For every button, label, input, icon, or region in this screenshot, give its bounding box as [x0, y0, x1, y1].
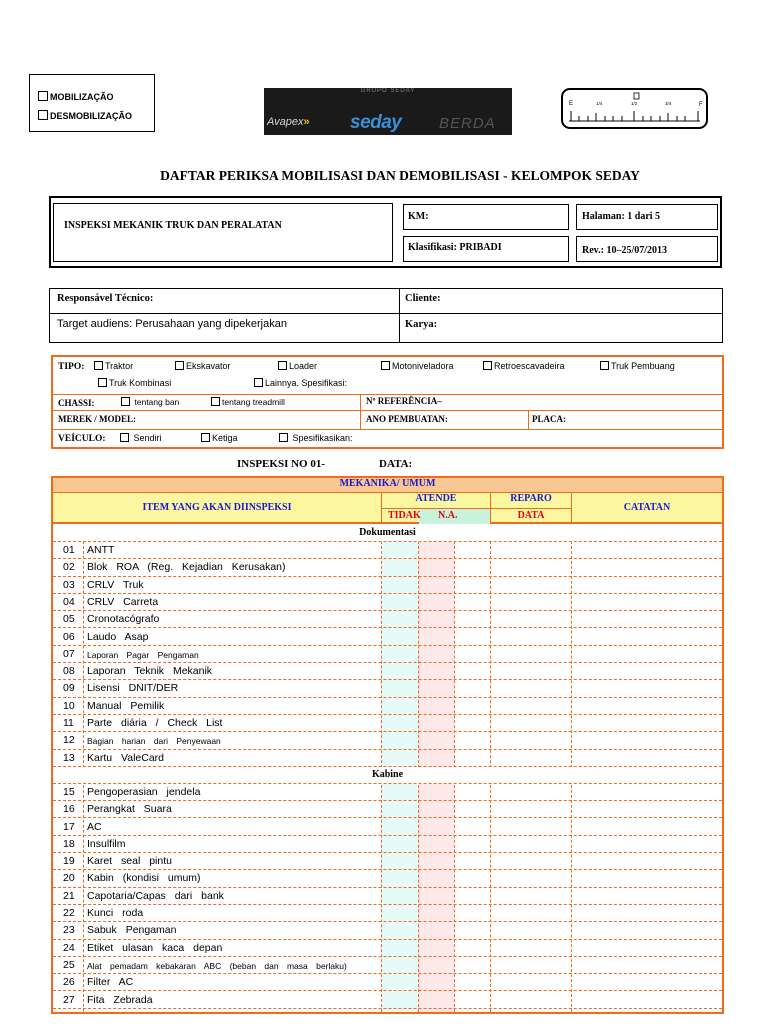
repair-date-cell[interactable] — [490, 559, 571, 575]
item-label: Blok ROA (Reg. Kejadian Kerusakan) — [87, 561, 286, 574]
target-audience: Target audiens: Perusahaan yang dipekerjakan — [57, 318, 287, 330]
checkbox[interactable] — [279, 433, 288, 442]
notes-cell[interactable] — [571, 715, 722, 731]
atende-cell[interactable] — [454, 698, 490, 714]
checkbox[interactable] — [38, 91, 48, 101]
tidak-cell[interactable] — [381, 629, 418, 645]
tidak-cell[interactable] — [381, 542, 418, 558]
repair-date-cell[interactable] — [490, 594, 571, 610]
item-label: Perangkat Suara — [87, 803, 172, 816]
plate-label[interactable]: PLACA: — [532, 414, 566, 424]
table-row — [53, 629, 722, 646]
atende-cell[interactable] — [454, 732, 490, 748]
tipo-option-lainnya[interactable]: Lainnya. Spesifikasi: — [254, 378, 347, 388]
na-cell[interactable] — [418, 698, 454, 714]
tidak-cell[interactable] — [381, 732, 418, 748]
svg-text:3/4: 3/4 — [665, 101, 672, 106]
item-number: 21 — [63, 889, 75, 902]
table-row — [53, 715, 722, 732]
km-field[interactable]: KM: — [403, 204, 569, 230]
na-cell[interactable] — [418, 836, 454, 852]
tipo-option-motoniveladora[interactable]: Motoniveladora — [381, 361, 454, 371]
tidak-cell[interactable] — [381, 957, 418, 973]
item-label: Fita Zebrada — [87, 993, 153, 1006]
table-row — [53, 853, 722, 870]
item-number: 03 — [63, 578, 75, 591]
item-label: CRLV Carreta — [87, 595, 159, 608]
reparo-date-header: DATA — [517, 510, 545, 521]
notes-cell[interactable] — [571, 801, 722, 817]
item-number: 08 — [63, 665, 75, 678]
item-label: Kabin (kondisi umum) — [87, 872, 201, 885]
na-cell[interactable] — [418, 611, 454, 627]
na-cell[interactable] — [418, 732, 454, 748]
item-label: Parte diária / Check List — [87, 717, 223, 729]
item-label: Cronotacógrafo — [87, 613, 160, 626]
tidak-cell[interactable] — [381, 801, 418, 817]
na-cell[interactable] — [418, 542, 454, 558]
technical-responsible-label[interactable]: Responsável Técnico: — [57, 293, 154, 304]
item-label: Karet seal pintu — [87, 855, 172, 868]
item-label: Insulfilm — [87, 837, 126, 850]
repair-date-cell[interactable] — [490, 663, 571, 679]
repair-date-cell[interactable] — [490, 992, 571, 1008]
tidak-cell[interactable] — [381, 974, 418, 990]
checkbox[interactable] — [175, 361, 184, 370]
item-number: 23 — [63, 924, 75, 937]
atende-cell[interactable] — [454, 888, 490, 904]
atende-cell[interactable] — [454, 715, 490, 731]
item-number: 20 — [63, 872, 75, 885]
vehicle-option-sendiri[interactable]: Sendiri — [120, 433, 162, 443]
checkbox[interactable] — [201, 433, 210, 442]
atende-cell[interactable] — [454, 922, 490, 938]
repair-date-cell[interactable] — [490, 905, 571, 921]
notes-cell[interactable] — [571, 784, 722, 800]
na-cell[interactable] — [418, 940, 454, 956]
atende-cell[interactable] — [454, 611, 490, 627]
repair-date-cell[interactable] — [490, 698, 571, 714]
na-cell[interactable] — [418, 680, 454, 696]
svg-text:F: F — [699, 102, 703, 108]
atende-cell[interactable] — [454, 819, 490, 835]
responsible-block — [49, 288, 723, 343]
atende-cell[interactable] — [454, 646, 490, 662]
repair-date-cell[interactable] — [490, 646, 571, 662]
atende-cell[interactable] — [454, 870, 490, 886]
item-number: 11 — [63, 717, 74, 729]
na-cell[interactable] — [418, 559, 454, 575]
table-row — [53, 801, 722, 818]
atende-cell[interactable] — [454, 542, 490, 558]
na-cell[interactable] — [418, 801, 454, 817]
item-label: Alat pemadam kebakaran ABC (beban dan masa berlaku) — [87, 960, 347, 971]
section-header: Dokumentasi — [53, 525, 722, 542]
atende-cell[interactable] — [454, 957, 490, 973]
atende-cell[interactable] — [454, 974, 490, 990]
item-label: Capotaria/Capas dari bank — [87, 889, 224, 902]
tipo-option-ekskavator[interactable]: Ekskavator — [175, 361, 231, 371]
item-label: ANTT — [87, 544, 115, 556]
inspection-table — [51, 476, 724, 1014]
tidak-cell[interactable] — [381, 784, 418, 800]
tidak-cell[interactable] — [381, 594, 418, 610]
tidak-cell[interactable] — [381, 888, 418, 904]
atende-cell[interactable] — [454, 992, 490, 1008]
checkbox[interactable] — [278, 361, 287, 370]
na-cell[interactable] — [418, 974, 454, 990]
fuel-gauge — [561, 88, 708, 129]
client-label[interactable]: Cliente: — [405, 293, 441, 304]
na-cell[interactable] — [418, 819, 454, 835]
tidak-cell[interactable] — [381, 853, 418, 869]
notes-cell[interactable] — [571, 732, 722, 748]
checkbox[interactable] — [94, 361, 103, 370]
svg-text:1/2: 1/2 — [631, 101, 638, 106]
na-cell[interactable] — [418, 577, 454, 593]
tidak-cell[interactable] — [381, 940, 418, 956]
na-cell[interactable] — [418, 870, 454, 886]
notes-cell[interactable] — [571, 957, 722, 973]
checkbox[interactable] — [120, 433, 129, 442]
repair-date-cell[interactable] — [490, 629, 571, 645]
item-label: Laudo Asap — [87, 630, 149, 643]
mobilization-box — [29, 74, 155, 132]
tipo-option-truk-pembuang[interactable]: Truk Pembuang — [600, 361, 675, 371]
item-label: AC — [87, 820, 102, 833]
table-row — [53, 577, 722, 594]
tidak-cell[interactable] — [381, 905, 418, 921]
fuel-gauge-icon — [563, 90, 706, 127]
atende-cell[interactable] — [454, 680, 490, 696]
notes-cell[interactable] — [571, 663, 722, 679]
notes-cell[interactable] — [571, 629, 722, 645]
demobilization-option[interactable]: DESMOBILIZAÇÃO — [38, 107, 154, 126]
notes-cell[interactable] — [571, 594, 722, 610]
tidak-cell[interactable] — [381, 680, 418, 696]
na-cell[interactable] — [418, 922, 454, 938]
notes-cell[interactable] — [571, 905, 722, 921]
notes-cell[interactable] — [571, 819, 722, 835]
item-label: Etiket ulasan kaca depan — [87, 941, 223, 954]
notes-cell[interactable] — [571, 888, 722, 904]
notes-cell[interactable] — [571, 680, 722, 696]
table-row — [53, 922, 722, 939]
table-row — [53, 784, 722, 801]
tidak-cell[interactable] — [381, 559, 418, 575]
checkbox[interactable] — [600, 361, 609, 370]
table-row — [53, 905, 722, 922]
repair-date-cell[interactable] — [490, 542, 571, 558]
atende-cell[interactable] — [454, 559, 490, 575]
notes-cell[interactable] — [571, 542, 722, 558]
item-label: Sabuk Pengaman — [87, 924, 177, 937]
repair-date-cell[interactable] — [490, 888, 571, 904]
table-row — [53, 611, 722, 628]
na-cell[interactable] — [418, 750, 454, 766]
table-row — [53, 750, 722, 767]
table-row — [53, 542, 722, 559]
item-number: 26 — [63, 976, 75, 989]
reparo-header: REPARO — [510, 493, 552, 504]
repair-date-cell[interactable] — [490, 853, 571, 869]
item-number: 27 — [63, 993, 75, 1006]
item-label: CRLV Truk — [87, 578, 144, 591]
na-cell[interactable] — [418, 905, 454, 921]
item-number: 22 — [63, 907, 75, 919]
repair-date-cell[interactable] — [490, 750, 571, 766]
seday-group-logo: GRUPO SEDAY Avapex» seday BERDA — [264, 88, 512, 135]
mobilization-option[interactable]: MOBILIZAÇÃO — [38, 88, 154, 107]
atende-cell[interactable] — [454, 801, 490, 817]
table-row — [53, 732, 722, 749]
table-row — [53, 870, 722, 887]
notes-cell[interactable] — [571, 750, 722, 766]
notes-cell[interactable] — [571, 974, 722, 990]
tidak-cell[interactable] — [381, 715, 418, 731]
tidak-cell[interactable] — [381, 577, 418, 593]
classification: Klasifikasi: PRIBADI — [403, 236, 569, 262]
repair-date-cell[interactable] — [490, 715, 571, 731]
vehicle-type-block: TIPO: Traktor Ekskavator Loader Motoniveladora Retroescavadeira Truk Pembuang Truk Kombinasi Lainnya. Spesifikasi: CHASSI: tentang ban tentang treadmill Nº REFERÊNCIA– MEREK / MODEL: ANO PEMBUATAN: PLACA: VEÍCULO: Sendiri Ketiga Spesifikasikan: — [51, 355, 724, 449]
category-header: MEKANIKA/ UMUM — [53, 478, 722, 493]
item-number: 19 — [63, 855, 75, 868]
atende-cell[interactable] — [454, 629, 490, 645]
table-row — [53, 974, 722, 991]
table-row — [53, 663, 722, 680]
repair-date-cell[interactable] — [490, 680, 571, 696]
year-label[interactable]: ANO PEMBUATAN: — [366, 414, 448, 424]
tipo-option-traktor[interactable]: Traktor — [94, 361, 133, 371]
repair-date-cell[interactable] — [490, 957, 571, 973]
item-label: Laporan Teknik Mekanik — [87, 665, 213, 678]
chassi-option-treadmill[interactable]: tentang treadmill — [211, 397, 285, 407]
repair-date-cell[interactable] — [490, 784, 571, 800]
document-title: DAFTAR PERIKSA MOBILISASI DAN DEMOBILISASI - KELOMPOK SEDAY — [160, 168, 640, 183]
na-cell[interactable] — [418, 594, 454, 610]
inspection-type: INSPEKSI MEKANIK TRUK DAN PERALATAN — [53, 203, 393, 262]
item-number: 17 — [63, 820, 75, 833]
table-row — [53, 888, 722, 905]
atende-cell[interactable] — [454, 940, 490, 956]
catatan-header: CATATAN — [623, 502, 671, 513]
notes-cell[interactable] — [571, 922, 722, 938]
notes-cell[interactable] — [571, 853, 722, 869]
atende-cell[interactable] — [454, 577, 490, 593]
checkbox[interactable] — [98, 378, 107, 387]
repair-date-cell[interactable] — [490, 974, 571, 990]
repair-date-cell[interactable] — [490, 611, 571, 627]
item-number: 10 — [63, 699, 75, 712]
item-number: 18 — [63, 837, 75, 850]
repair-date-cell[interactable] — [490, 940, 571, 956]
item-number: 13 — [63, 751, 75, 764]
table-row — [53, 559, 722, 576]
vehicle-option-ketiga[interactable]: Ketiga — [201, 433, 238, 443]
item-number: 09 — [63, 682, 75, 695]
repair-date-cell[interactable] — [490, 819, 571, 835]
na-cell[interactable] — [418, 629, 454, 645]
item-number: 04 — [63, 595, 75, 608]
atende-cell[interactable] — [454, 784, 490, 800]
tidak-header: TIDAK — [388, 510, 421, 521]
na-cell[interactable] — [418, 784, 454, 800]
table-row — [53, 594, 722, 611]
item-number: 01 — [63, 544, 75, 556]
notes-cell[interactable] — [571, 646, 722, 662]
item-label: Lisensi DNIT/DER — [87, 682, 179, 695]
na-header: N.A. — [438, 510, 458, 521]
item-label: Kartu ValeCard — [87, 751, 165, 764]
na-cell[interactable] — [418, 663, 454, 679]
atende-cell[interactable] — [454, 836, 490, 852]
notes-cell[interactable] — [571, 611, 722, 627]
checkbox[interactable] — [211, 397, 220, 406]
header-block — [49, 196, 722, 268]
table-row — [53, 836, 722, 853]
table-row — [53, 698, 722, 715]
item-number: 16 — [63, 803, 75, 816]
item-number: 06 — [63, 630, 75, 643]
na-cell[interactable] — [418, 957, 454, 973]
tidak-cell[interactable] — [381, 698, 418, 714]
repair-date-cell[interactable] — [490, 577, 571, 593]
vehicle-option-spesifikasikan[interactable]: Spesifikasikan: — [279, 433, 353, 443]
chassi-option-ban[interactable]: tentang ban — [121, 397, 179, 407]
notes-cell[interactable] — [571, 559, 722, 575]
notes-cell[interactable] — [571, 940, 722, 956]
work-label[interactable]: Karya: — [405, 319, 438, 330]
item-number: 12 — [63, 734, 75, 747]
svg-text:1/4: 1/4 — [596, 101, 603, 106]
na-cell[interactable] — [418, 646, 454, 662]
table-row — [53, 992, 722, 1009]
tidak-cell[interactable] — [381, 750, 418, 766]
item-number: 25 — [63, 958, 75, 971]
checkbox[interactable] — [121, 397, 130, 406]
checkbox[interactable] — [254, 378, 263, 387]
atende-cell[interactable] — [454, 853, 490, 869]
tidak-cell[interactable] — [381, 663, 418, 679]
item-label: Bagian harian dari Penyewaan — [87, 736, 221, 747]
tidak-cell[interactable] — [381, 836, 418, 852]
table-row — [53, 957, 722, 974]
atende-cell[interactable] — [454, 905, 490, 921]
table-row — [53, 646, 722, 663]
checkbox[interactable] — [38, 110, 48, 120]
item-number: 05 — [63, 613, 75, 626]
brand-model-label[interactable]: MEREK / MODEL: — [58, 414, 136, 424]
tidak-cell[interactable] — [381, 819, 418, 835]
item-number: 15 — [63, 785, 75, 798]
repair-date-cell[interactable] — [490, 870, 571, 886]
notes-cell[interactable] — [571, 836, 722, 852]
na-cell[interactable] — [418, 715, 454, 731]
item-number: 02 — [63, 561, 75, 574]
svg-text:E: E — [569, 101, 574, 107]
atende-cell[interactable] — [454, 750, 490, 766]
na-cell[interactable] — [418, 992, 454, 1008]
tidak-cell[interactable] — [381, 611, 418, 627]
table-row — [53, 680, 722, 697]
atende-header: ATENDE — [415, 493, 457, 504]
tidak-cell[interactable] — [381, 922, 418, 938]
reference-number-label[interactable]: Nº REFERÊNCIA– — [366, 396, 442, 406]
item-label: Kunci roda — [87, 907, 144, 919]
tipo-option-retroescavadeira[interactable]: Retroescavadeira — [483, 361, 565, 371]
notes-cell[interactable] — [571, 992, 722, 1008]
item-label: Laporan Pagar Pengaman — [87, 649, 199, 660]
item-label: Pengoperasian jendela — [87, 785, 201, 798]
repair-date-cell[interactable] — [490, 801, 571, 817]
notes-cell[interactable] — [571, 870, 722, 886]
item-number: 24 — [63, 941, 75, 954]
item-number: 07 — [63, 647, 75, 660]
checkbox[interactable] — [483, 361, 492, 370]
atende-cell[interactable] — [454, 594, 490, 610]
tidak-cell[interactable] — [381, 646, 418, 662]
inspection-number[interactable]: INSPEKSI NO 01- — [237, 458, 326, 470]
tipo-option-loader[interactable]: Loader — [278, 361, 317, 371]
notes-cell[interactable] — [571, 698, 722, 714]
atende-cell[interactable] — [454, 663, 490, 679]
item-header: ITEM YANG AKAN DIINSPEKSI — [142, 502, 292, 513]
na-cell[interactable] — [418, 888, 454, 904]
table-row — [53, 819, 722, 836]
table-header — [53, 493, 722, 524]
checkbox[interactable] — [381, 361, 390, 370]
tipo-option-truk-kombinasi[interactable]: Truk Kombinasi — [98, 378, 171, 388]
item-label: Manual Pemilik — [87, 699, 165, 712]
page-number: Halaman: 1 dari 5 — [576, 204, 718, 230]
notes-cell[interactable] — [571, 577, 722, 593]
repair-date-cell[interactable] — [490, 732, 571, 748]
tidak-cell[interactable] — [381, 870, 418, 886]
repair-date-cell[interactable] — [490, 836, 571, 852]
item-label: Filter AC — [87, 976, 134, 989]
inspection-date[interactable]: DATA: — [379, 458, 413, 470]
section-header: Kabine — [53, 767, 722, 784]
tidak-cell[interactable] — [381, 992, 418, 1008]
table-row — [53, 940, 722, 957]
repair-date-cell[interactable] — [490, 922, 571, 938]
na-cell[interactable] — [418, 853, 454, 869]
revision: Rev.: 10–25/07/2013 — [576, 236, 718, 262]
